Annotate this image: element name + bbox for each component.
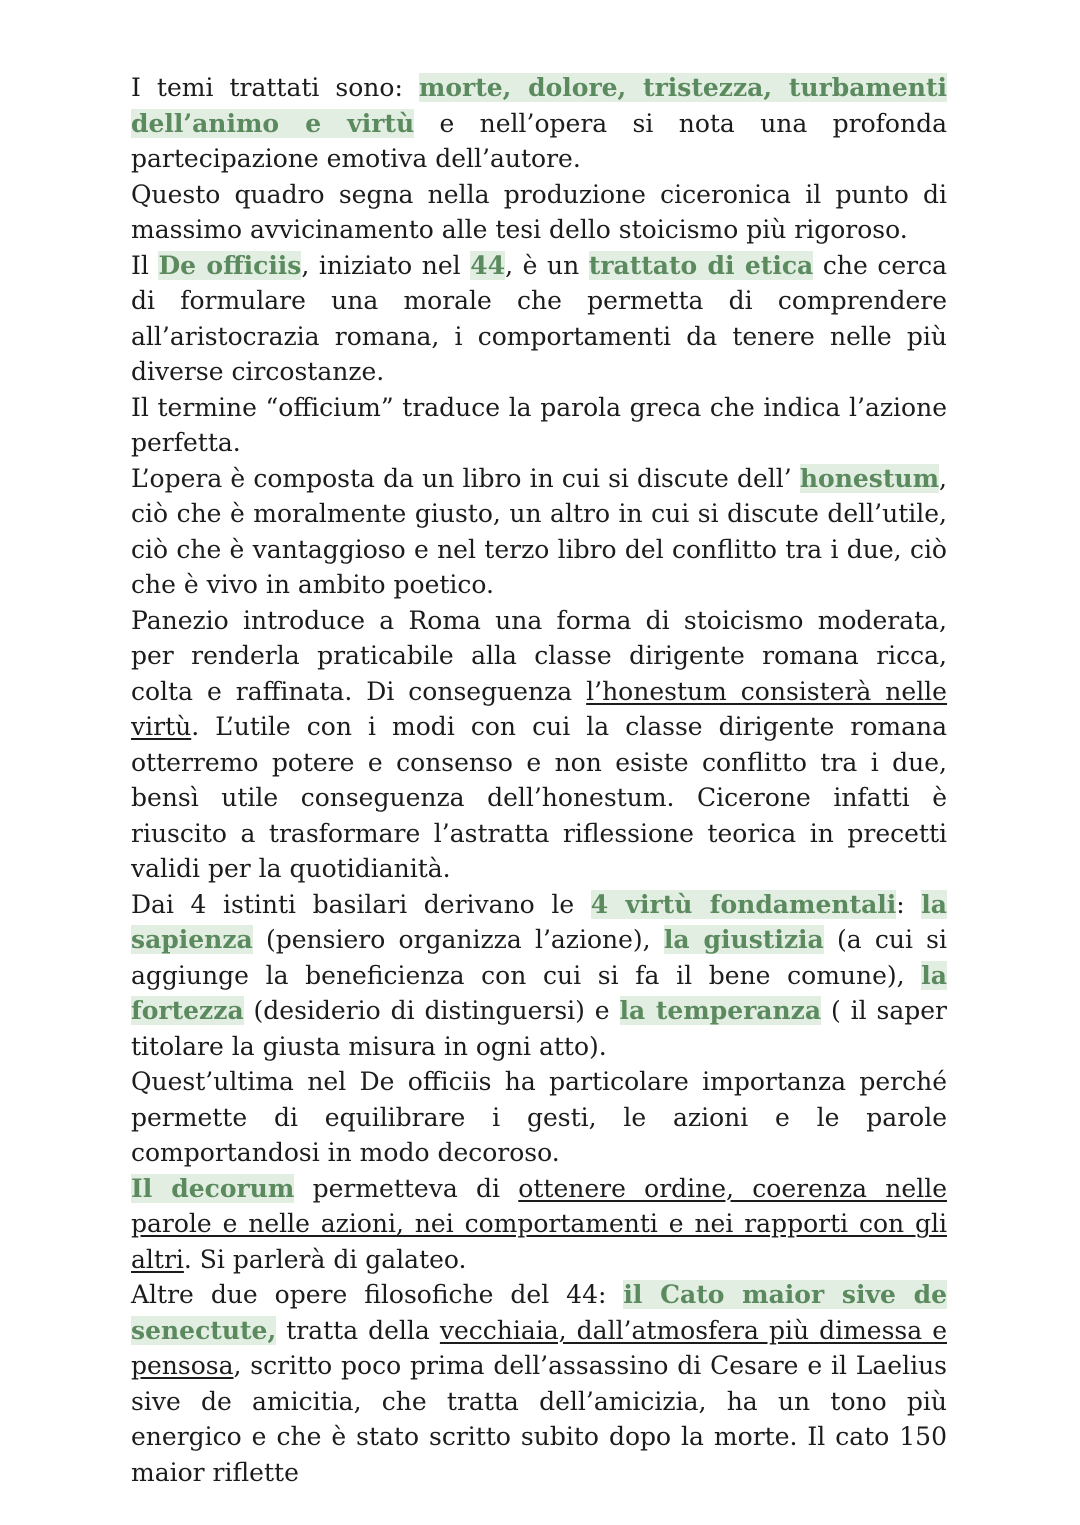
highlighted-term: la sapienza [131, 889, 947, 954]
highlighted-term: De officiis [158, 250, 302, 280]
paragraph [131, 248, 947, 390]
text-segment: tratta della [276, 1315, 440, 1345]
text-segment: Quest’ultima nel De officiis ha particolare importanza perché permette di equilibrare i gesti, le azioni e le parole comportandosi in modo decoroso. [131, 1067, 947, 1167]
underlined-phrase: ottenere ordine, coerenza nelle parole e nelle azioni, nei comportamenti e nei rapporti con gli altri [131, 1173, 947, 1274]
text-segment: (desiderio di distinguersi) e [243, 996, 620, 1025]
paragraph [131, 70, 947, 177]
paragraph [131, 887, 947, 1065]
highlighted-term: il Cato maior sive de senectute, [131, 1280, 947, 1345]
text-segment: . L’utile con i modi con cui la classe dirigente romana otterremo potere e consenso e non esiste conflitto tra i due, bensì utile conseguenza dell’honestum. Cicerone infatti è riuscito a trasformare l’astratta riflessione teorica in precetti validi per la quotidianità. [131, 712, 947, 883]
document-page [131, 70, 947, 1490]
paragraph [131, 1171, 947, 1278]
text-segment: , ciò che è moralmente giusto, un altro in cui si discute dell’utile, ciò che è vantaggioso e nel terzo libro del conflitto tra i due, ciò che è vivo in ambito poetico. [131, 463, 947, 599]
highlighted-term: trattato di etica [588, 250, 814, 280]
text-segment: : [896, 889, 922, 919]
text-segment: L’opera è composta da un libro in cui si discute dell’ [131, 463, 800, 493]
paragraph [131, 177, 947, 248]
text-segment: e nell’opera si nota una profonda partecipazione emotiva dell’autore. [131, 108, 947, 173]
text-segment: Questo quadro segna nella produzione ciceronica il punto di massimo avvicinamento alle tesi dello stoicismo più rigoroso. [131, 179, 947, 244]
highlighted-term: Il decorum [131, 1173, 295, 1203]
text-segment: che cerca di formulare una morale che permetta di comprendere all’aristocrazia romana, i comportamenti da tenere nelle più diverse circostanze. [131, 250, 947, 386]
text-segment: (pensiero organizza l’azione), [252, 925, 664, 954]
highlighted-term: la temperanza [619, 996, 822, 1025]
text-segment: ( il saper titolare la giusta misura in ogni atto). [131, 996, 948, 1061]
text-segment: Il termine “officium” traduce la parola greca che indica l’azione perfetta. [131, 392, 947, 457]
text-segment: I temi trattati sono: [131, 73, 419, 102]
highlighted-term: honestum [799, 463, 940, 493]
underlined-phrase: l’honestum consisterà nelle virtù [131, 676, 947, 741]
highlighted-term: 4 virtù fondamentali [590, 889, 897, 919]
text-segment: (a cui si aggiunge la beneficienza con cui si fa il bene comune), [131, 925, 947, 990]
highlighted-term: la giustizia [663, 925, 824, 954]
text-segment: . Si parlerà di galateo. [183, 1244, 467, 1274]
text-segment: , iniziato nel [301, 250, 471, 280]
underlined-phrase: vecchiaia, dall’atmosfera più dimessa e pensosa [131, 1315, 947, 1380]
text-segment: , è un [505, 250, 589, 280]
text-segment: permetteva di [294, 1173, 519, 1203]
paragraph [131, 1277, 947, 1490]
text-segment: Dai 4 istinti basilari derivano le [131, 889, 591, 919]
paragraph [131, 1064, 947, 1171]
text-segment: Il [131, 250, 159, 280]
paragraph [131, 390, 947, 461]
document-body [131, 70, 947, 1490]
text-segment: Panezio introduce a Roma una forma di stoicismo moderata, per renderla praticabile alla classe dirigente romana ricca, colta e raffinata. Di conseguenza [131, 605, 947, 706]
text-segment: , scritto poco prima dell’assassino di Cesare e il Laelius sive de amicitia, che tratta dell’amicizia, ha un tono più energico e che è stato scritto subito dopo la morte. Il cato 150 maior riflette [131, 1351, 947, 1487]
highlighted-term: la fortezza [131, 960, 947, 1025]
highlighted-term: morte, dolore, tristezza, turbamenti dell’animo e virtù [131, 73, 947, 138]
highlighted-term: 44 [470, 250, 506, 280]
paragraph [131, 603, 947, 887]
text-segment: Altre due opere filosofiche del 44: [131, 1280, 624, 1309]
paragraph [131, 461, 947, 603]
